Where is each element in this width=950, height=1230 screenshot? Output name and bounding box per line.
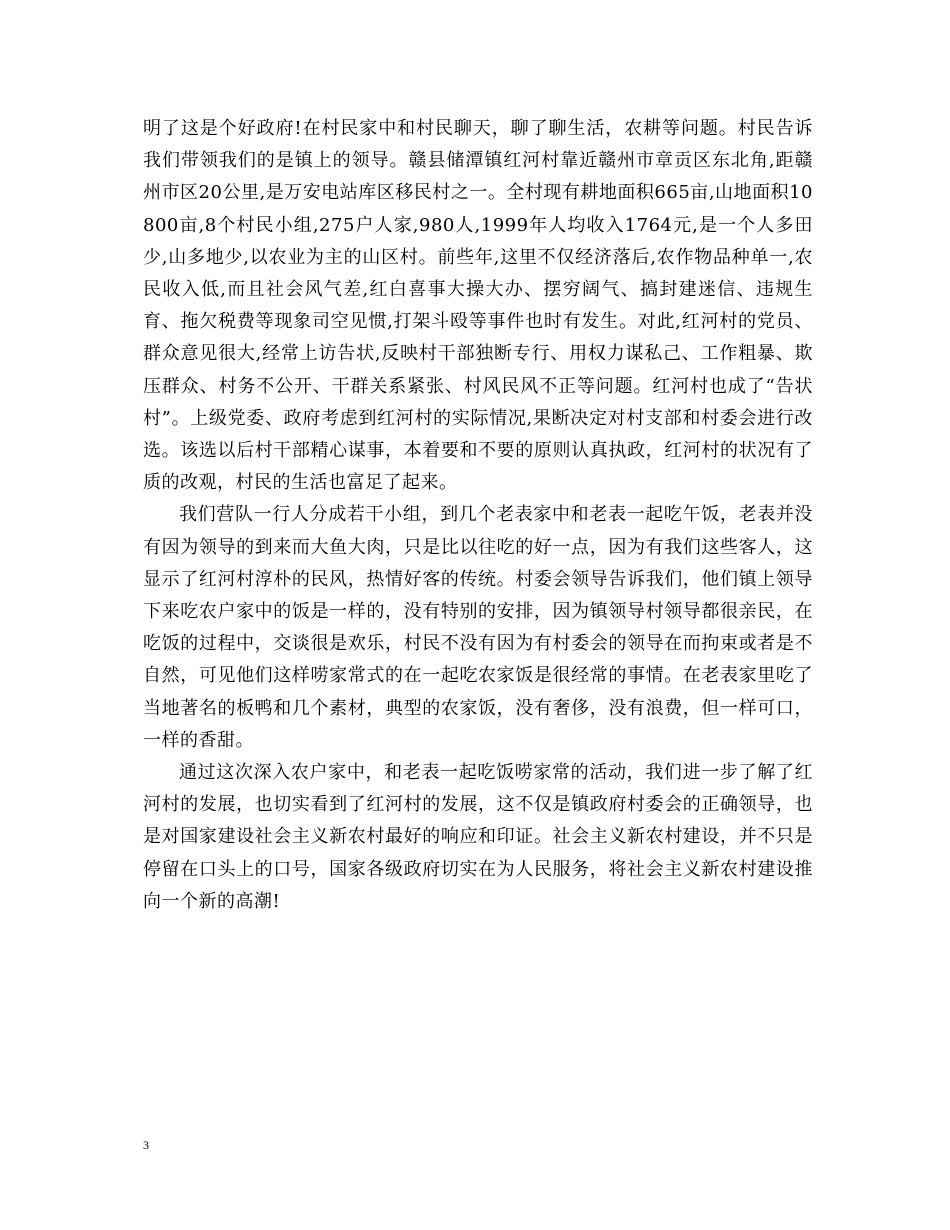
paragraph-2: 我们营队一行人分成若干小组，到几个老表家中和老表一起吃午饭，老表并没有因为领导的到来而大鱼大肉，只是比以往吃的好一点，因为有我们这些客人，这显示了红河村淳朴的民风，热情好客的传统。村委会领导告诉我们，他们镇上领导下来吃农户家中的饭是一样的，没有特别的安排，因为镇领导村领导都很亲民，在吃饭的过程中，交谈很是欢乐，村民不没有因为有村委会的领导在而拘束或者是不自然，可见他们这样唠家常式的在一起吃农家饭是很经常的事情。在老表家里吃了当地著名的板鸭和几个素材，典型的农家饭，没有奢侈，没有浪费，但一样可口，一样的香甜。: [143, 504, 813, 751]
document-body: [143, 113, 813, 918]
page-number: 3: [143, 1138, 149, 1152]
paragraph-1: 明了这是个好政府!在村民家中和村民聊天，聊了聊生活，农耕等问题。村民告诉我们带领我们的是镇上的领导。赣县储潭镇红河村靠近赣州市章贡区东北角,距赣州市区20公里,是万安电站库区移民村之一。全村现有耕地面积665亩,山地面积10800亩,8个村民小组,275户人家,980人,1999年人均收入1764元,是一个人多田少,山多地少,以农业为主的山区村。前些年,这里不仅经济落后,农作物品种单一,农民收入低,而且社会风气差,红白喜事大操大办、摆穷阔气、搞封建迷信、违规生育、拖欠税费等现象司空见惯,打架斗殴等事件也时有发生。对此,红河村的党员、群众意见很大,经常上访告状,反映村干部独断专行、用权力谋私己、工作粗暴、欺压群众、村务不公开、干群关系紧张、村风民风不正等问题。红河村也成了“告状村”。上级党委、政府考虑到红河村的实际情况,果断决定对村支部和村委会进行改选。该选以后村干部精心谋事，本着要和不要的原则认真执政，红河村的状况有了质的改观，村民的生活也富足了起来。: [143, 118, 813, 494]
paragraph-3: 通过这次深入农户家中，和老表一起吃饭唠家常的活动，我们进一步了解了红河村的发展，也切实看到了红河村的发展，这不仅是镇政府村委会的正确领导，也是对国家建设社会主义新农村最好的响应和印证。社会主义新农村建设，并不只是停留在口头上的口号，国家各级政府切实在为人民服务，将社会主义新农村建设推向一个新的高潮!: [143, 762, 813, 912]
